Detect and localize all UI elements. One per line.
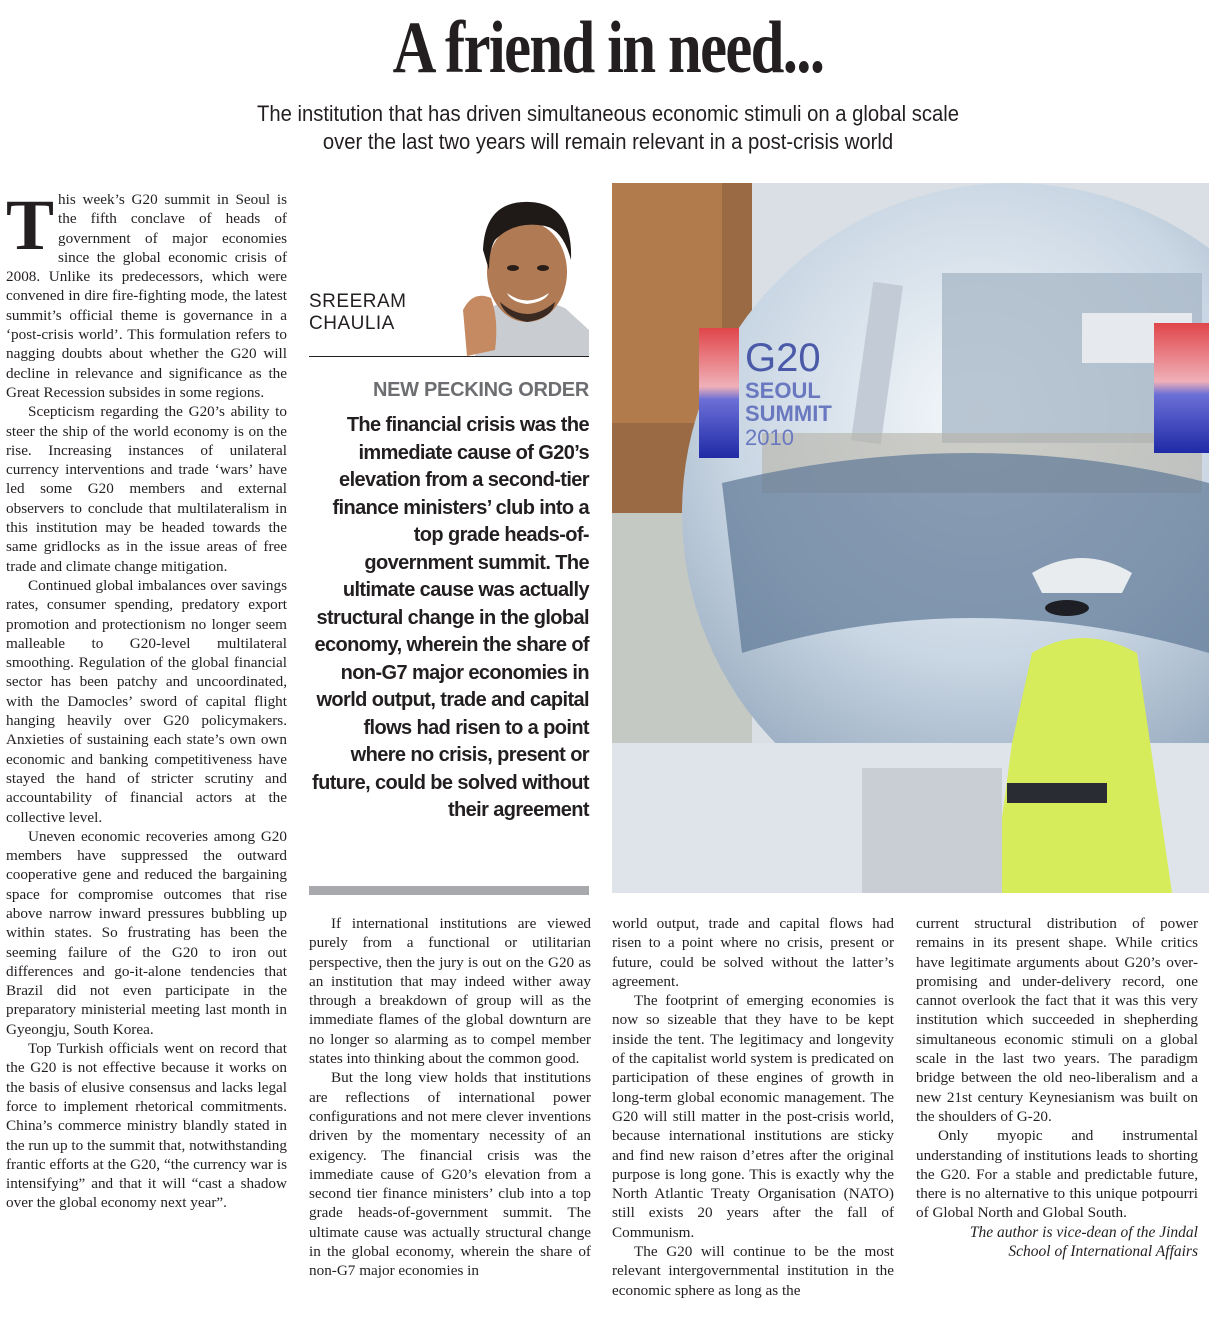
- author-byline: [309, 291, 406, 335]
- column-3: [612, 914, 894, 1300]
- pullquote-text: The financial crisis was the immediate cause of G20’s elevation from a second-tier finance ministers’ club into a top grade heads-of-government summit. The ultimate cause was actually structural change in the global economy, wherein the share of non-G7 major economies in world output, trade and capital flows had risen to a point where no crisis, present or future, could be solved without their agreement: [312, 414, 589, 821]
- flag-right: [1154, 323, 1209, 453]
- column-4: [916, 914, 1198, 1261]
- paragraph-7: But the long view holds that institutions are reflections of international power configurations and not mere clever inventions driven by the momentary necessity of an exigency. The financial crisis was the immediate cause of G20’s elevation from a second tier finance ministers’ club into a top grade heads-of-government summit. The ultimate cause was actually structural change in the global economy, wherein the share of non-G7 major economies in: [309, 1069, 591, 1280]
- sign-seoul: SEOUL: [745, 378, 821, 403]
- paragraph-10: Only myopic and instrumental understanding of institutions leads to shorting the G20. For a stable and predictable future, there is no alternative to this unique potpourri of Global North and Global South.: [916, 1127, 1198, 1222]
- paragraph-6: If international institutions are viewed purely from a functional or utilitarian perspective, then the jury is out on the G20 as an institution that may indeed wither away through a breakdown of group will as the immediate flames of the global downturn are no longer so alarming as to compel member states into thinking about the common good.: [309, 915, 591, 1068]
- drop-cap: T: [6, 185, 55, 265]
- paragraph-2: Scepticism regarding the G20’s ability to steer the ship of the world economy is on the rise. Increasing instances of unilateral currency interventions and trade ‘wars’ have led some G20 members and external observers to conclude that multilateralism in this institution may be headed towards the same gridlocks as in the issue areas of free trade and climate change mitigation.: [6, 403, 287, 575]
- paragraph-4: Uneven economic recoveries among G20 members have suppressed the outward cooperative gene and reduced the bargaining space for compromise outcomes that rise above narrow inward pressures bubbling up within states. So frustrating has been the seeming failure of the G20 to iron out differences and go-it-alone tendencies that Brazil did not even participate in the preparatory ministerial meeting last month in Gyeongju, South Korea.: [6, 827, 287, 1038]
- deck-line-2: over the last two years will remain relevant in a post-crisis world: [322, 129, 894, 154]
- byline-rule: [309, 356, 589, 357]
- sign-year: 2010: [745, 425, 794, 450]
- paragraph-8: The footprint of emerging economies is now so sizeable that they have to be kept inside the tent. The legitimacy and longevity of the capitalist world system is predicated on participation of these engines of growth in long-term global economic management. The G20 will still matter in the post-crisis world, because international institutions are sticky and find new raison d’etres after the original purpose is long gone. This is exactly why the North Atlantic Treaty Organisation (NATO) still exists 20 years after the fall of Communism.: [612, 992, 894, 1241]
- column-2: [309, 914, 591, 1281]
- paragraph-7-continued: world output, trade and capital flows had risen to a point where no crisis, present or future, could be solved without the latter’s agreement.: [612, 915, 894, 990]
- deck: [0, 100, 1216, 156]
- glove: [1007, 783, 1107, 803]
- author-portrait: [455, 190, 589, 356]
- face: [487, 222, 567, 322]
- paragraph-9-continued: current structural distribution of power remains in its present shape. While critics have legitimate arguments about G20’s over-promising and under-delivery record, one cannot overlook the fact that it was this very institution which succeeded in shepherding simultaneous economic stimuli on a global scale in the last two years. The paradigm bridge between the old neo-liberalism and a new 21st century Keynesianism was built on the shoulders of G-20.: [916, 915, 1198, 1125]
- author-credit: [916, 1223, 1198, 1262]
- paragraph-1-text: his week’s G20 summit in Seoul is the fifth conclave of heads of government of major economies since the global economic crisis of 2008. Unlike its predecessors, which were convened in dire fire-fighting mode, the latest summit’s official theme is governance in a ‘post-crisis world’. This formulation refers to nagging doubts about whether the G20 will decline in relevance and significance as the Great Recession subsides in some regions.: [6, 191, 287, 401]
- paragraph-5: Top Turkish officials went on record that the G20 is not effective because it works on the basis of elusive consensus and lacks legal force to implement rhetorical commitments. China’s commerce ministry blandly stated in the run up to the summit that, notwithstanding frantic efforts at the G20, “the currency war is intensifying” and that it will “cast a shadow over the global economy next year”.: [6, 1040, 287, 1212]
- credit-line-1: The author is vice-dean of the Jindal: [969, 1223, 1198, 1241]
- pullquote-bar: [309, 886, 589, 895]
- sunglasses: [1045, 600, 1089, 616]
- pullquote-kicker: NEW PECKING ORDER: [372, 379, 589, 401]
- author-last-name: CHAULIA: [309, 313, 395, 334]
- flag-left: [699, 328, 739, 458]
- sign-summit: SUMMIT: [745, 401, 832, 426]
- summit-photo: [612, 183, 1209, 893]
- credit-line-2: School of International Affairs: [1008, 1243, 1198, 1261]
- column-1: [6, 185, 287, 1213]
- paragraph-3: Continued global imbalances over savings rates, consumer spending, predatory export promotion and protectionism no longer seem malleable to G20-level multilateral smoothing. Regulation of the global financial sector has been patchy and uncoordinated, with the Damocles’ sword of capital flight hanging heavily over G20 policymakers. Anxieties of sustaining each state’s own own economic and banking competitiveness have stayed the hand of stricter scrutiny and accountability of financial actors at the collective level.: [6, 576, 287, 826]
- paragraph-9: The G20 will continue to be the most relevant intergovernmental institution in the economic sphere as long as the: [612, 1243, 894, 1299]
- paragraph-1: [6, 185, 287, 402]
- hand: [463, 296, 496, 356]
- deck-line-1: The institution that has driven simultaneous economic stimuli on a global scale: [256, 101, 960, 126]
- author-first-name: SREERAM: [309, 291, 407, 312]
- sign-g20: G20: [745, 336, 821, 380]
- motorcycle: [862, 768, 1002, 893]
- headline: A friend in need...: [392, 7, 824, 89]
